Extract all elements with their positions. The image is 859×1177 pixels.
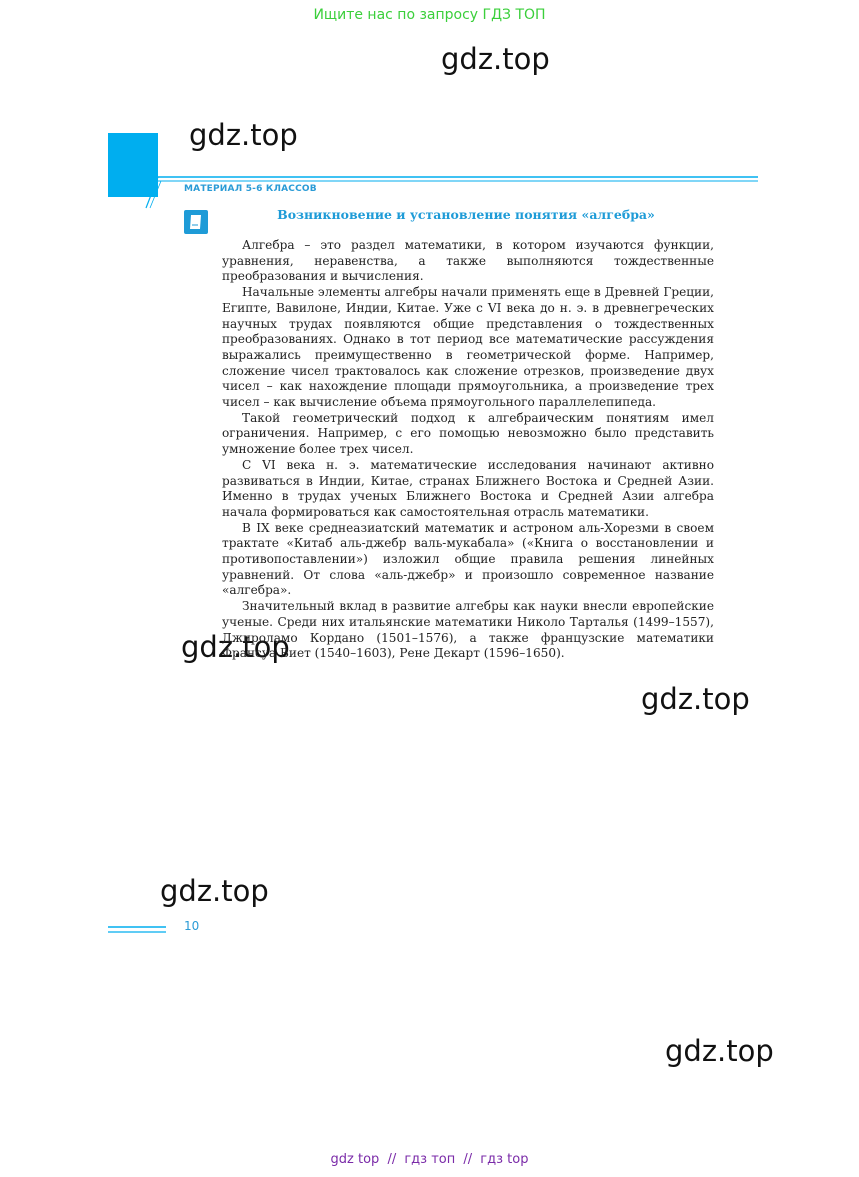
paragraph: Значительный вклад в развитие алгебры как науки внесли европейские ученые. Среди них итальянские математики Николо Тарталья (1499–1557), Джироламо Кордано (1501–1576), а также французские математики Франсуа Виет (1540–1603), Рене Декарт (1596–1650). (222, 599, 714, 661)
watermark: gdz.top (181, 630, 290, 664)
watermark: gdz.top (641, 682, 750, 716)
watermark: gdz.top (160, 874, 269, 908)
link-gdz-top[interactable]: gdz top (330, 1152, 380, 1167)
paragraph: Такой геометрический подход к алгебраическим понятиям имел ограничения. Например, с его помощью невозможно было представить умножение более трех чисел. (222, 410, 714, 457)
book-page-icon (184, 210, 208, 234)
link-gdz-top-mixed[interactable]: гдз top (480, 1152, 529, 1167)
footer-rule (108, 926, 168, 936)
page-number: 10 (184, 919, 200, 933)
watermark: gdz.top (665, 1034, 774, 1068)
link-separator: // (463, 1152, 473, 1167)
paragraph: С VI века н. э. математические исследования начинают активно развиваться в Индии, Китае, странах Ближнего Востока и Средней Азии. Именно в трудах ученых Ближнего Востока и Средней Азии алгебра начала формироваться как самостоятельная отрасль математики. (222, 457, 714, 519)
link-gdz-top-ru[interactable]: гдз топ (404, 1152, 456, 1167)
link-separator: // (387, 1152, 397, 1167)
paragraph: В IX веке среднеазиатский математик и астроном аль-Хорезми в своем трактате «Китаб аль-джебр валь-мукабала» («Книга о восстановлении и противопоставлении») изложил общие правила решения линейных уравнений. От слова «аль-джебр» и произошло современное название «алгебра». (222, 520, 714, 598)
watermark: gdz.top (441, 42, 550, 76)
article-body (222, 238, 714, 662)
paragraph: Алгебра – это раздел математики, в котором изучаются функции, уравнения, неравенства, а также выполняются тождественные преобразования и вычисления. (222, 238, 714, 284)
section-label: МАТЕРИАЛ 5-6 КЛАССОВ (184, 184, 317, 194)
article-title: Возникновение и установление понятия «алгебра» (277, 207, 655, 222)
search-hint-link[interactable]: Ищите нас по запросу ГДЗ ТОП (313, 7, 546, 23)
paragraph: Начальные элементы алгебры начали применять еще в Древней Греции, Египте, Вавилоне, Индии, Китае. Уже с VI века до н. э. в древнегреческих научных трудах появляются общие представления о тождественных преобразованиях. Однако в тот период все математические рассуждения выражались преимущественно в геометрической форме. Например, сложение чисел трактовалось как сложение отрезков, произведение двух чисел – как нахождение площади прямоугольника, а произведение трех чисел – как вычисление объема прямоугольного параллелепипеда. (222, 285, 714, 410)
watermark: gdz.top (189, 118, 298, 152)
bottom-links (0, 1152, 859, 1167)
